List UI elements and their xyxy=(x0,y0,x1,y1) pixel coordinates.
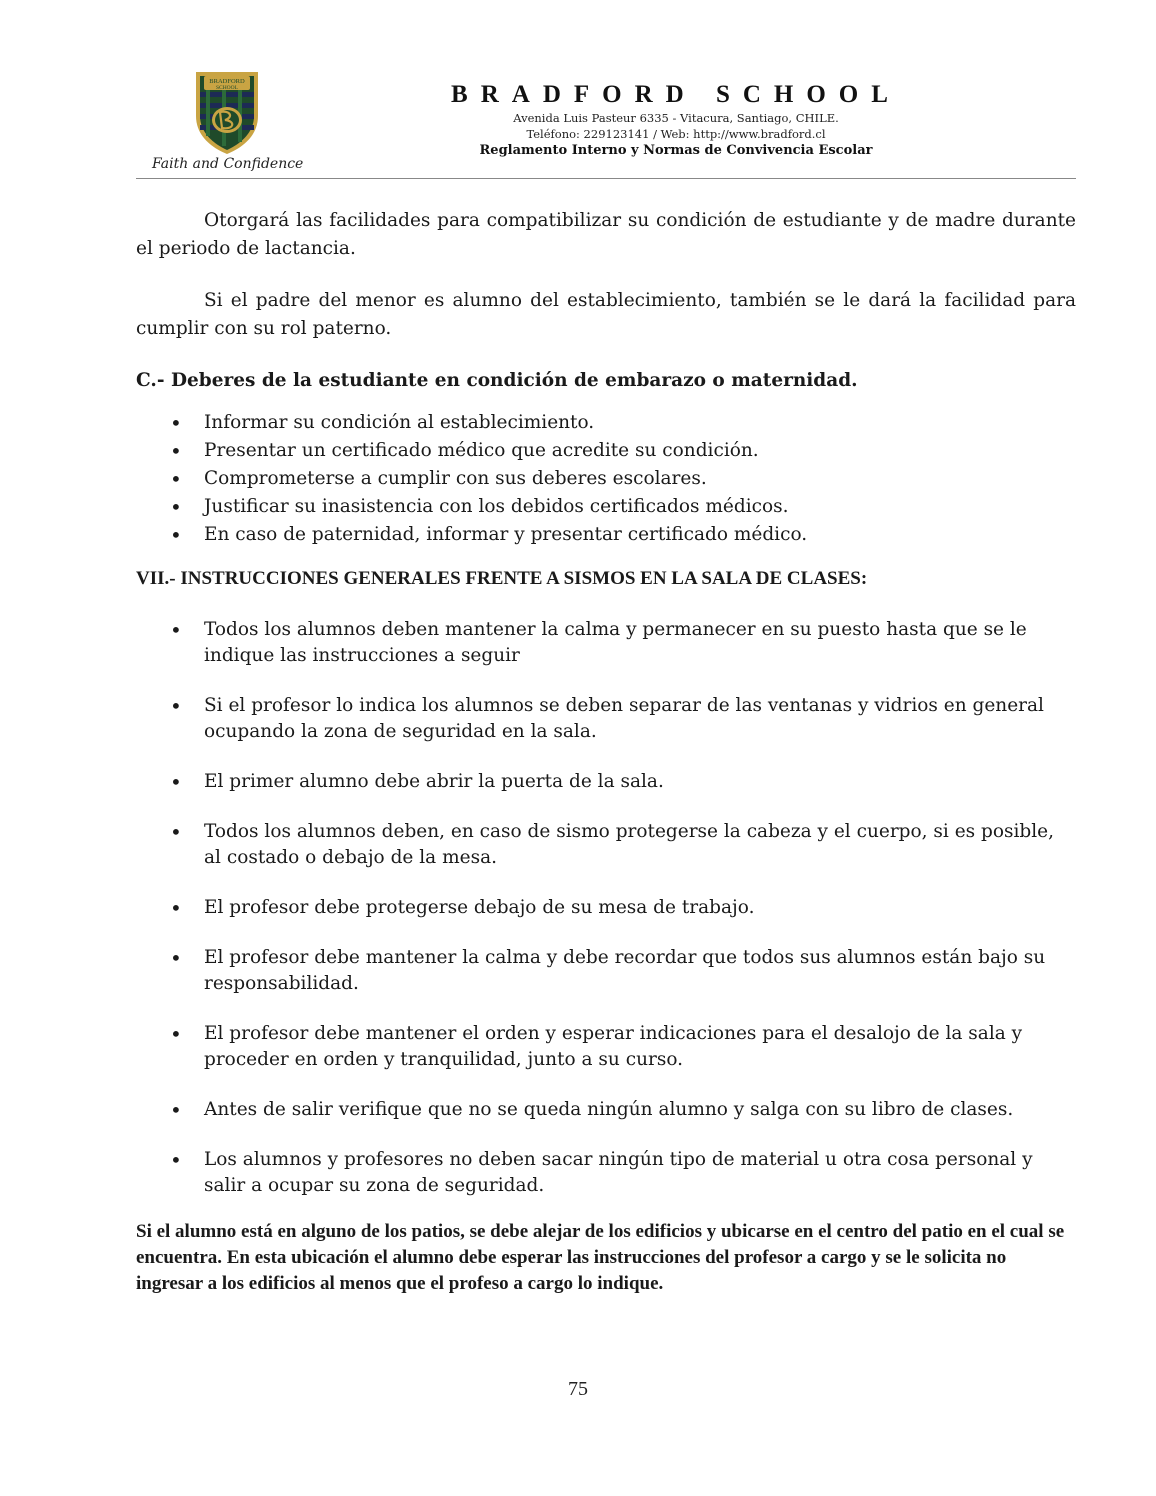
crest-text-mid: SCHOOL xyxy=(215,85,239,91)
section-vii-list xyxy=(136,617,1076,1199)
school-name: BRADFORD SCHOOL xyxy=(451,81,901,108)
closing-paragraph: Si el alumno está en alguno de los patios, se debe alejar de los edificios y ubicarse en el centro del patio en el cual se encuentra. En esta ubicación el alumno debe esperar las instrucciones del profesor a cargo y se le solicita no ingresar a los edificios al menos que el profeso a cargo lo indique. xyxy=(136,1221,1065,1294)
list-item: • Los alumnos y profesores no deben sacar ningún tipo de material u otra cosa personal y salir a ocupar su zona de seguridad. xyxy=(136,1147,1076,1199)
section-c-heading: C.- Deberes de la estudiante en condición de embarazo o maternidad. xyxy=(136,370,858,391)
school-info xyxy=(276,80,1076,160)
list-item: • El profesor debe protegerse debajo de su mesa de trabajo. xyxy=(136,895,1076,921)
list-item: • Comprometerse a cumplir con sus deberes escolares. xyxy=(136,465,1076,493)
page-number: 75 xyxy=(568,1378,588,1400)
list-item: • El profesor debe mantener el orden y esperar indicaciones para el desalojo de la sala y proceder en orden y tranquilidad, junto a su curso. xyxy=(136,1021,1076,1073)
school-crest-logo xyxy=(192,70,262,156)
list-item: • Si el profesor lo indica los alumnos se deben separar de las ventanas y vidrios en general ocupando la zona de seguridad en la sala. xyxy=(136,693,1076,745)
school-contact: Teléfono: 229123141 / Web: http://www.bradford.cl xyxy=(526,127,826,141)
document-title: Reglamento Interno y Normas de Convivencia Escolar xyxy=(479,143,873,158)
list-item: • Todos los alumnos deben mantener la calma y permanecer en su puesto hasta que se le indique las instrucciones a seguir xyxy=(136,617,1076,669)
list-item: • El profesor debe mantener la calma y debe recordar que todos sus alumnos están bajo su responsabilidad. xyxy=(136,945,1076,997)
list-item: • Justificar su inasistencia con los debidos certificados médicos. xyxy=(136,493,1076,521)
list-item: • El primer alumno debe abrir la puerta de la sala. xyxy=(136,769,1076,795)
school-address: Avenida Luis Pasteur 6335 - Vitacura, Santiago, CHILE. xyxy=(513,111,839,125)
header-divider xyxy=(136,178,1076,179)
page-header xyxy=(136,70,1076,180)
section-c-list xyxy=(136,409,1076,549)
list-item: • Todos los alumnos deben, en caso de sismo protegerse la cabeza y el cuerpo, si es posible, al costado o debajo de la mesa. xyxy=(136,819,1076,871)
paragraph-padre: Si el padre del menor es alumno del establecimiento, también se le dará la facilidad para cumplir con su rol paterno. xyxy=(136,290,1076,339)
page-content xyxy=(136,207,1076,1297)
crest-text-top: BRADFORD xyxy=(209,78,245,85)
list-item: • Informar su condición al establecimiento. xyxy=(136,409,1076,437)
paragraph-lactancia: Otorgará las facilidades para compatibilizar su condición de estudiante y de madre durante el periodo de lactancia. xyxy=(136,210,1076,259)
list-item: • En caso de paternidad, informar y presentar certificado médico. xyxy=(136,521,1076,549)
list-item: • Antes de salir verifique que no se queda ningún alumno y salga con su libro de clases. xyxy=(136,1097,1076,1123)
school-motto: Faith and Confidence xyxy=(152,156,304,172)
section-vii-heading: VII.- INSTRUCCIONES GENERALES FRENTE A SISMOS EN LA SALA DE CLASES: xyxy=(136,568,868,589)
list-item: • Presentar un certificado médico que acredite su condición. xyxy=(136,437,1076,465)
